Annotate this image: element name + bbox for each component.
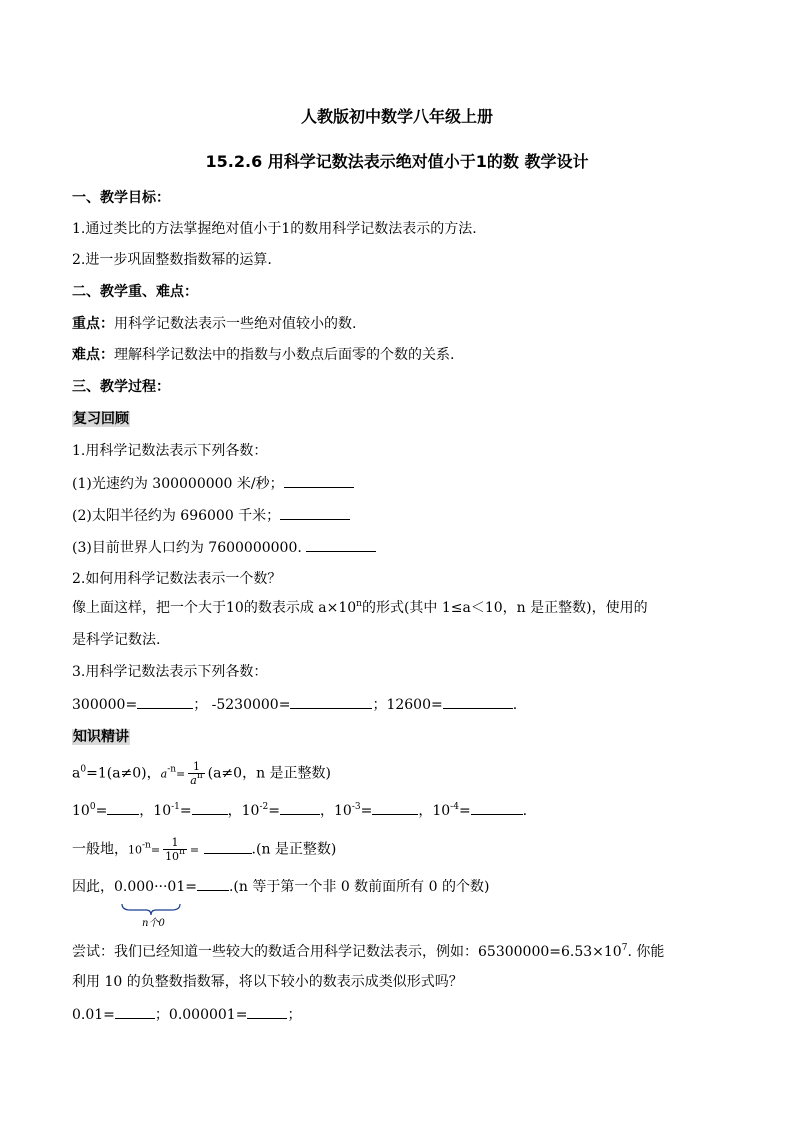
goal-1: 1.通过类比的方法掌握绝对值小于1的数用科学记数法表示的方法.: [72, 221, 477, 237]
eq: =: [179, 803, 192, 819]
comma: ，: [319, 803, 334, 819]
eq: =: [360, 803, 373, 819]
k1c: a: [160, 767, 168, 781]
k1a: a: [72, 765, 81, 782]
pow-1-base: 10: [153, 803, 172, 819]
knowledge-general: [72, 836, 336, 863]
fraction-1-over-10-n: [163, 836, 187, 863]
review-tag-line: [72, 409, 130, 429]
comma: ，: [227, 803, 242, 819]
try1-rest: . 你能: [627, 944, 665, 960]
k3b: .(n 是正整数): [251, 841, 337, 858]
try1-text: 尝试：我们已经知道一些较大的数适合用科学记数法表示，例如：65300000=6.53×10: [72, 944, 622, 960]
p1-sup: n: [356, 599, 362, 609]
k1d: (a≠0，n 是正整数): [207, 765, 331, 782]
eq: =: [95, 803, 108, 819]
brace-label: n个0: [142, 918, 165, 929]
answer-blank: [197, 876, 229, 891]
difficulty-label: 难点：: [72, 347, 114, 363]
k3-sup: -n: [142, 840, 151, 851]
pow-4-sup: -4: [450, 802, 459, 812]
paragraph-1: [72, 598, 648, 618]
answer-blank: [247, 1004, 287, 1019]
key-text: 用科学记数法表示一些绝对值较小的数.: [114, 316, 357, 332]
knowledge-powers: [72, 800, 527, 821]
fraction-1-over-a-n: [188, 760, 204, 787]
pow-2-sup: -2: [259, 802, 269, 812]
pow-0-base: 10: [72, 803, 90, 819]
answer-blank: [137, 694, 193, 709]
knowledge-tag: 知识精讲: [73, 729, 129, 745]
answer-blank: [290, 694, 372, 709]
q1b-text: (2)太阳半径约为 696000 千米；: [72, 508, 281, 524]
q3b-text: ； -5230000=: [193, 697, 291, 713]
answer-blank: [280, 800, 320, 815]
k1c-sup: -n: [167, 764, 177, 775]
q3a-text: 300000=: [72, 697, 138, 713]
question-1: 1.用科学记数法表示下列各数：: [72, 443, 268, 459]
k3a: 一般地，: [72, 841, 128, 858]
section-1-heading: 一、教学目标：: [72, 190, 170, 206]
answer-blank: [471, 800, 523, 815]
answer-blank: [280, 505, 350, 520]
try1-sup: 7: [621, 943, 628, 953]
period: .: [522, 803, 528, 819]
frac-numerator: 1: [188, 760, 204, 774]
frac-den-base: 10: [165, 850, 180, 863]
difficulty-point: [72, 345, 454, 365]
answer-blank: [372, 800, 418, 815]
comma: ，: [418, 803, 433, 819]
paragraph-2: 是科学记数法.: [72, 632, 161, 648]
k3-base: 10: [128, 843, 142, 857]
frac-numerator: 1: [163, 836, 187, 850]
pow-3-sup: -3: [351, 802, 361, 812]
k1a-sup: 0: [80, 764, 87, 775]
q3c-text: ；12600=: [372, 697, 443, 713]
pow-1-sup: -1: [171, 802, 180, 812]
p1-rest: 的形式(其中 1≤a＜10，n 是正整数)，使用的: [361, 600, 648, 616]
q1a-text: (1)光速约为 300000000 米/秒；: [72, 476, 284, 492]
k3-eq: =: [150, 843, 161, 857]
knowledge-formula-1: [72, 760, 331, 787]
last-b: ；0.000001=: [154, 1007, 248, 1023]
try-paragraph-2: 利用 10 的负整数指数幂，将以下较小的数表示成类似形式吗？: [72, 974, 463, 990]
frac-denominator: [163, 847, 187, 863]
eq: =: [458, 803, 471, 819]
answer-blank: [115, 1004, 155, 1019]
frac-den-sup: n: [179, 847, 185, 857]
k4b: .(n 等于第一个非 0 数前面所有 0 的个数): [228, 879, 490, 895]
question-3-items: [72, 694, 517, 715]
q1c-text: (3)目前世界人口约为 7600000000.: [72, 540, 302, 556]
last-c: ；: [287, 1007, 302, 1023]
frac-den-base: a: [190, 774, 197, 787]
k4a: 因此，0.000···01=: [72, 879, 197, 895]
k1b: =1(a≠0)，: [86, 765, 161, 782]
frac-denominator: [188, 771, 204, 787]
goal-2: 2.进一步巩固整数指数幂的运算.: [72, 252, 272, 268]
k3-eq2: =: [189, 843, 200, 857]
question-3: 3.用科学记数法表示下列各数：: [72, 664, 268, 680]
key-label: 重点：: [72, 316, 114, 332]
doc-title: 人教版初中数学八年级上册: [300, 107, 493, 126]
pow-3-base: 10: [333, 803, 352, 819]
question-1b: [72, 505, 350, 526]
answer-blank: [204, 839, 252, 854]
pow-4-base: 10: [432, 803, 451, 819]
knowledge-tag-line: [72, 727, 130, 747]
question-2: 2.如何用科学记数法表示一个数？: [72, 571, 282, 587]
section-3-heading: 三、教学过程：: [72, 379, 170, 395]
frac-den-sup: n: [196, 771, 203, 781]
eq: =: [268, 803, 280, 819]
review-tag: 复习回顾: [73, 411, 129, 427]
try-paragraph-1: [72, 942, 664, 962]
pow-2-base: 10: [241, 803, 260, 819]
answer-blank: [306, 537, 376, 552]
question-1c: [72, 537, 376, 558]
answer-blank: [107, 800, 139, 815]
last-a: 0.01=: [72, 1007, 115, 1023]
try-exercise: [72, 1004, 301, 1025]
question-1a: [72, 473, 354, 494]
key-point: [72, 314, 356, 334]
q3d-text: .: [512, 697, 518, 713]
p1-text: 像上面这样，把一个大于10的数表示成 a×10: [72, 600, 357, 616]
answer-blank: [192, 800, 228, 815]
knowledge-therefore: [72, 876, 489, 897]
difficulty-text: 理解科学记数法中的指数与小数点后面零的个数的关系.: [114, 347, 455, 363]
answer-blank: [443, 694, 513, 709]
doc-subtitle: 15.2.6 用科学记数法表示绝对值小于1的数 教学设计: [205, 152, 589, 171]
k1-eq: =: [176, 767, 186, 781]
answer-blank: [284, 473, 354, 488]
comma: ，: [139, 803, 154, 819]
section-2-heading: 二、教学重、难点：: [72, 284, 198, 300]
pow-0-sup: 0: [89, 802, 96, 812]
